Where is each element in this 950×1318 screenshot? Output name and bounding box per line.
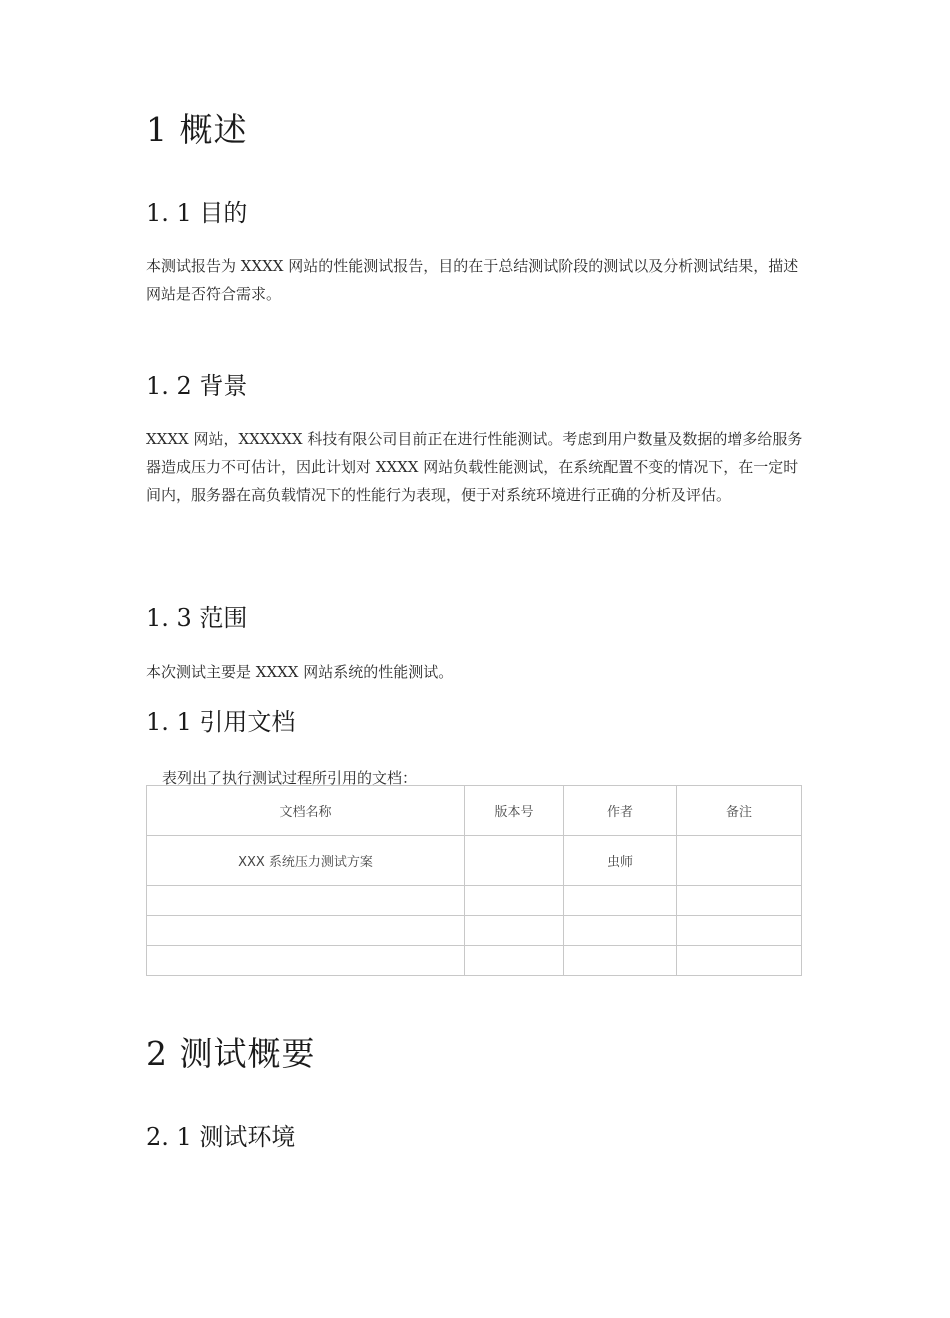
col-header-doc-name: 文档名称 <box>147 786 465 836</box>
table-cell-author <box>564 946 677 976</box>
table-cell-doc-name: XXX 系统压力测试方案 <box>147 836 465 886</box>
table-header-row <box>147 786 802 836</box>
table-row <box>147 886 802 916</box>
table-cell-author: 虫师 <box>564 836 677 886</box>
table-cell-version <box>465 916 564 946</box>
table-cell-doc-name <box>147 886 465 916</box>
scope-paragraph: 本次测试主要是 XXXX 网站系统的性能测试。 <box>146 663 454 681</box>
table-cell-remarks <box>677 836 802 886</box>
background-paragraph: XXXX 网站，XXXXXX 科技有限公司目前正在进行性能测试。考虑到用户数量及数据的增多给服务器造成压力不可估计，因此计划对 XXXX 网站负载性能测试，在系统配置不变的情况下，在一定时间内，服务器在高负载情况下的性能行为表现，便于对系统环境进行正确的分析及评估。 <box>146 430 803 504</box>
col-header-version: 版本号 <box>465 786 564 836</box>
table-caption: 表列出了执行测试过程所引用的文档： <box>162 769 418 787</box>
section-1-heading: 1 概述 <box>146 110 248 149</box>
section-1-1-heading: 1. 1 目的 <box>146 199 248 227</box>
table-row <box>147 836 802 886</box>
col-header-remarks: 备注 <box>677 786 802 836</box>
table-cell-author <box>564 916 677 946</box>
table-cell-doc-name <box>147 946 465 976</box>
section-1-2-heading: 1. 2 背景 <box>146 372 248 400</box>
table-cell-version <box>465 886 564 916</box>
table-cell-author <box>564 886 677 916</box>
reference-docs-table <box>146 785 802 976</box>
table-cell-doc-name <box>147 916 465 946</box>
table-cell-remarks <box>677 946 802 976</box>
table-cell-version <box>465 836 564 886</box>
col-header-author: 作者 <box>564 786 677 836</box>
table-cell-version <box>465 946 564 976</box>
section-2-1-heading: 2. 1 测试环境 <box>146 1123 296 1151</box>
reference-docs-heading: 1. 1 引用文档 <box>146 708 296 736</box>
table-cell-remarks <box>677 886 802 916</box>
section-1-3-heading: 1. 3 范围 <box>146 604 248 632</box>
section-2-heading: 2 测试概要 <box>146 1034 316 1073</box>
table-row <box>147 916 802 946</box>
table-cell-remarks <box>677 916 802 946</box>
purpose-paragraph: 本测试报告为 XXXX 网站的性能测试报告，目的在于总结测试阶段的测试以及分析测试结果，描述网站是否符合需求。 <box>146 257 799 303</box>
table-row <box>147 946 802 976</box>
